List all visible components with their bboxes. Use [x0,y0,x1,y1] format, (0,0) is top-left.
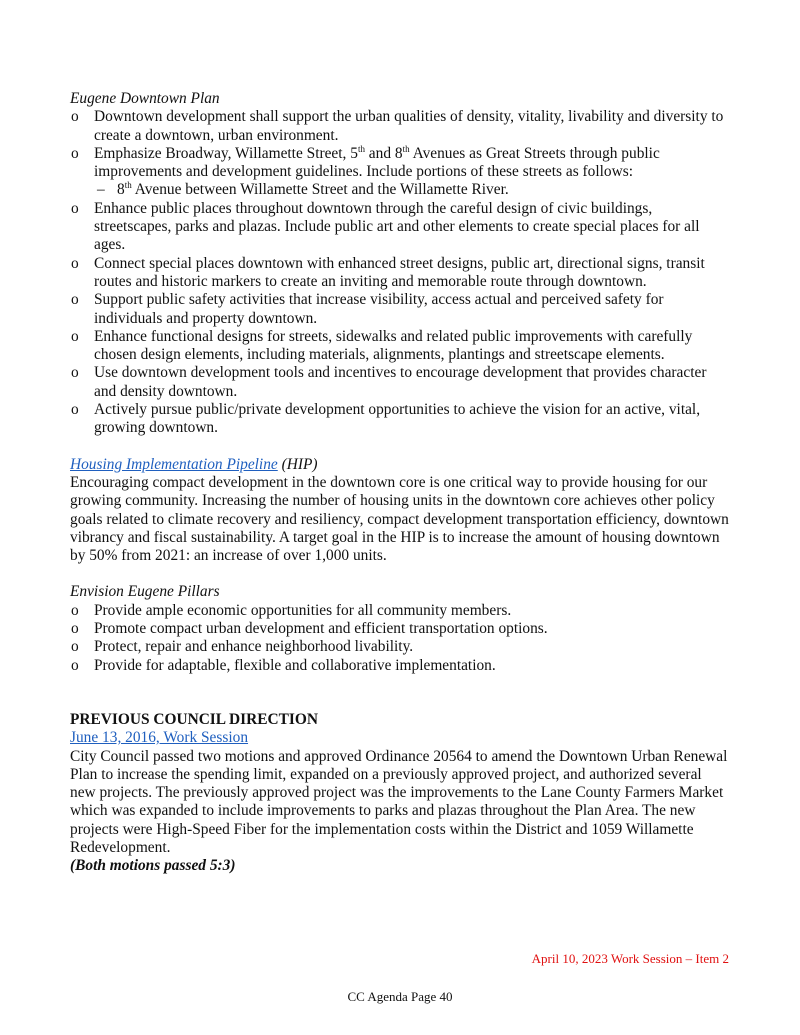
bullet-icon: o [71,401,79,419]
hip-body: Encouraging compact development in the downtown core is one critical way to provide housing for our growing community. Increasing the number of housing units in the downtown core achieves other policy goals related to climate recovery and resiliency, compact development transportation efficiency, downtown vibrancy and fiscal sustainability. A target goal in the HIP is to increase the amount of housing downtown by 50% from 2021: an increase of over 1,000 units. [70,473,729,565]
list-item-text: Provide for adaptable, flexible and collaborative implementation. [94,656,496,674]
list-item-text: Promote compact urban development and efficient transportation options. [94,620,548,638]
sub-list-item [70,181,730,199]
bullet-icon: o [71,327,79,345]
bullet-icon: o [71,656,79,674]
list-item-text: Use downtown development tools and incentives to encourage development that provides character and density downtown. [94,364,707,400]
bullet-icon: o [71,144,79,162]
page-content [70,90,730,876]
list-item-text: Avenue between Willamette Street and the Willamette River. [131,181,509,199]
list-item [70,401,730,438]
bullet-icon: o [71,108,79,126]
superscript: th [402,143,410,154]
list-item-text: Actively pursue public/private development opportunities to achieve the vision for an active, vital, growing downtown. [94,401,701,437]
list-item [70,145,730,182]
envision-list [70,602,730,675]
list-item [70,200,730,255]
superscript: th [357,143,365,154]
list-item [70,291,730,328]
page-number: CC Agenda Page 40 [347,989,453,1004]
bullet-icon: o [71,199,79,217]
list-item-text: Connect special places downtown with enhanced street designs, public art, directional signs, transit routes and historic markers to create an inviting and memorable route through downtown. [94,254,705,290]
list-item [70,108,730,145]
list-item-text: Provide ample economic opportunities for all community members. [94,601,512,619]
council-session-link[interactable]: June 13, 2016, Work Session [70,729,249,747]
council-heading: PREVIOUS COUNCIL DIRECTION [70,710,319,728]
hip-link[interactable]: Housing Implementation Pipeline [70,455,278,473]
list-item [70,638,730,656]
bullet-icon: o [71,291,79,309]
list-item-text: Protect, repair and enhance neighborhood livability. [94,638,414,656]
list-item [70,657,730,675]
list-item-text: Support public safety activities that increase visibility, access actual and perceived safety for individuals and property downtown. [94,291,664,327]
list-item-text: Avenues as Great Streets through public improvements and development guidelines. Include portions of these streets as follows: [94,144,660,181]
bullet-icon: o [71,638,79,656]
list-item-text: Downtown development shall support the urban qualities of density, vitality, livability and diversity to create a downtown, urban environment. [94,108,724,144]
list-item [70,364,730,401]
list-item [70,602,730,620]
list-item [70,255,730,292]
downtown-plan-list [70,108,730,437]
superscript: th [124,180,132,191]
work-session-label: April 10, 2023 Work Session – Item 2 [531,951,729,966]
list-item-text: 8 [117,181,125,199]
dash-icon: – [97,181,105,199]
council-note: (Both motions passed 5:3) [70,857,236,875]
hip-heading [70,456,730,474]
envision-heading: Envision Eugene Pillars [70,583,220,601]
bullet-icon: o [71,601,79,619]
list-item-text: Enhance public places throughout downtown through the careful design of civic buildings, streetscapes, parks and plazas. Include public art and other elements to create special places for all ages. [94,199,700,254]
council-body: City Council passed two motions and approved Ordinance 20564 to amend the Downtown Urban Renewal Plan to increase the spending limit, expanded on a previously approved project, and authorized several new projects. The previously approved project was the improvements to the Lane County Farmers Market which was expanded to include improvements to parks and plazas throughout the Plan Area. The new projects were High-Speed Fiber for the implementation costs within the District and 1059 Willamette Redevelopment. [70,747,728,856]
list-item [70,328,730,365]
bullet-icon: o [71,364,79,382]
bullet-icon: o [71,620,79,638]
list-item-text: Emphasize Broadway, Willamette Street, 5 [94,144,358,162]
bullet-icon: o [71,254,79,272]
downtown-plan-heading: Eugene Downtown Plan [70,90,220,107]
list-item [70,620,730,638]
list-item-text: Enhance functional designs for streets, sidewalks and related public improvements with carefully chosen design elements, including materials, alignments, plantings and streetscape elements. [94,327,693,364]
list-item-text: and 8 [364,144,403,162]
hip-suffix: (HIP) [277,455,318,473]
